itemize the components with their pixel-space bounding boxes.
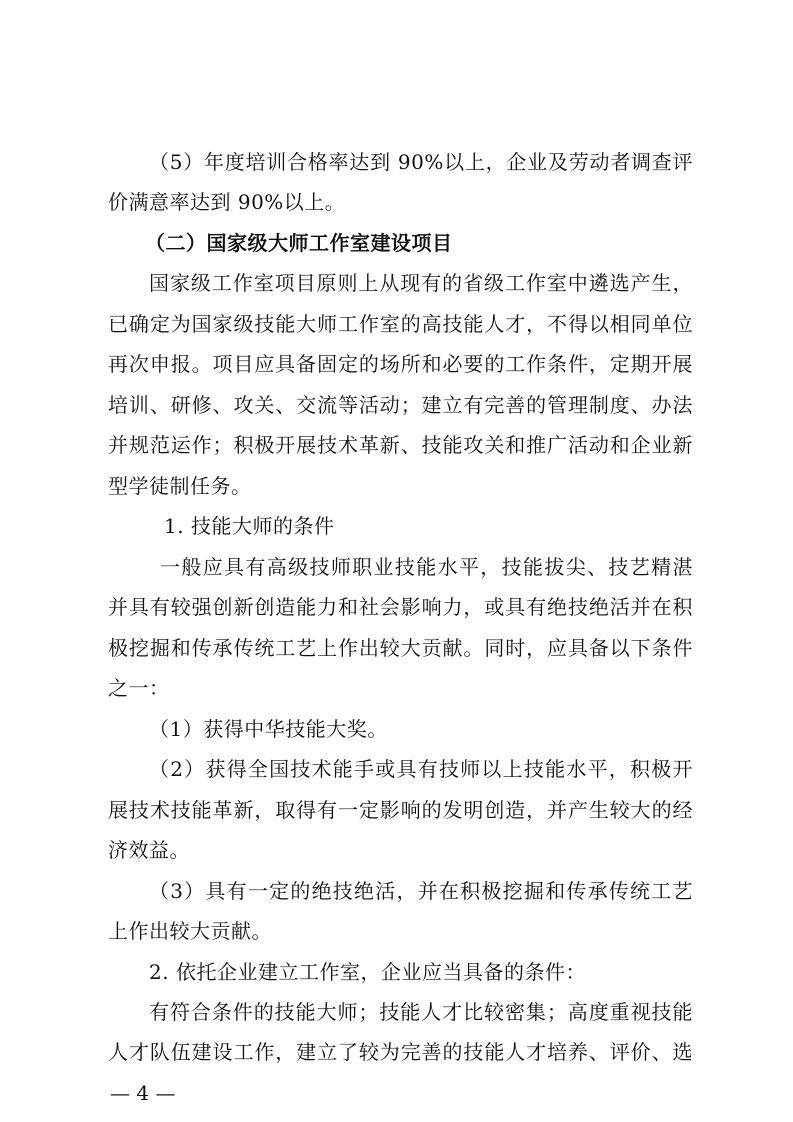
subsection-heading: 1. 技能大师的条件 [164, 514, 335, 538]
subsection-heading: 2. 依托企业建立工作室，企业应当具备的条件： [149, 960, 586, 984]
paragraph-line: 再次申报。项目应具备固定的场所和必要的工作条件，定期开展 [108, 352, 693, 376]
paragraph-line: 济效益。 [108, 838, 190, 862]
paragraph-line: 价满意率达到 90%以上。 [108, 190, 346, 214]
paragraph-line: （5）年度培训合格率达到 90%以上，企业及劳动者调查评 [149, 150, 693, 174]
paragraph-line: 人才队伍建设工作，建立了较为完善的技能人才培养、评价、选 [108, 1040, 693, 1064]
paragraph-line: 型学徒制任务。 [108, 474, 252, 498]
paragraph-line: 并规范运作；积极开展技术革新、技能攻关和推广活动和企业新 [108, 433, 693, 457]
paragraph-line: 国家级工作室项目原则上从现有的省级工作室中遴选产生， [149, 271, 693, 295]
paragraph-line: 有符合条件的技能大师；技能人才比较密集；高度重视技能 [149, 1000, 693, 1024]
paragraph-line: 培训、研修、攻关、交流等活动；建立有完善的管理制度、办法 [108, 393, 693, 417]
list-item: （2）获得全国技术能手或具有技师以上技能水平，积极开 [149, 757, 693, 781]
paragraph-line: 已确定为国家级技能大师工作室的高技能人才，不得以相同单位 [108, 312, 693, 336]
paragraph-line: 上作出较大贡献。 [108, 919, 272, 943]
list-item: （1）获得中华技能大奖。 [149, 717, 388, 741]
paragraph-line: 并具有较强创新创造能力和社会影响力，或具有绝技绝活并在积 [108, 595, 693, 619]
paragraph-line: 极挖掘和传承传统工艺上作出较大贡献。同时，应具备以下条件 [108, 636, 693, 660]
section-heading: （二）国家级大师工作室建设项目 [145, 231, 453, 255]
paragraph-line: 一般应具有高级技师职业技能水平，技能拔尖、技艺精湛 [160, 555, 693, 579]
paragraph-line: 展技术技能革新，取得有一定影响的发明创造，并产生较大的经 [108, 798, 693, 822]
paragraph-line: 之一： [108, 676, 170, 700]
list-item: （3）具有一定的绝技绝活，并在积极挖掘和传承传统工艺 [149, 879, 693, 903]
page-number: — 4 — [110, 1081, 176, 1105]
